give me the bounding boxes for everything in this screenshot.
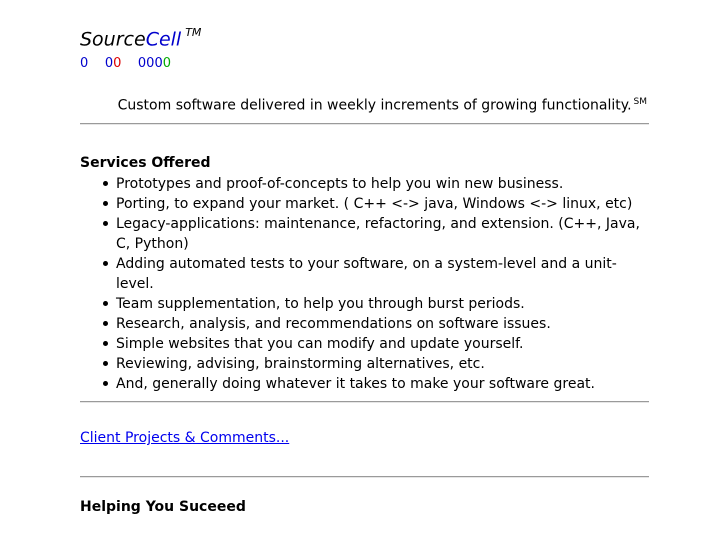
services-list xyxy=(80,174,649,394)
list-item: Adding automated tests to your software, on a system-level and a unit-level. xyxy=(116,254,649,294)
digit-group-3-blue: 000 xyxy=(137,56,163,71)
list-item: Prototypes and proof-of-concepts to help you win new business. xyxy=(116,174,649,194)
list-item: Legacy-applications: maintenance, refactoring, and extension. (C++, Java, C, Python) xyxy=(116,214,649,254)
divider-middle xyxy=(80,401,649,403)
digit-group-3-green: 0 xyxy=(162,56,172,71)
logo-cell-text: Cell xyxy=(145,28,182,51)
digit-group-2-blue: 0 xyxy=(104,56,114,71)
helping-heading: Helping You Suceeed xyxy=(80,499,246,515)
digit-group-1: 0 xyxy=(80,56,89,71)
logo-source-text: Source xyxy=(80,28,146,51)
services-heading: Services Offered xyxy=(80,155,211,171)
divider-lower xyxy=(80,476,649,478)
digit-group-2-red: 0 xyxy=(113,56,122,71)
logo-digits xyxy=(80,56,171,71)
list-item: Porting, to expand your market. ( C++ <-> java, Windows <-> linux, etc) xyxy=(116,194,649,214)
list-item: And, generally doing whatever it takes to make your software great. xyxy=(116,374,649,394)
tagline-text: Custom software delivered in weekly increments of growing functionality. xyxy=(117,97,632,114)
trademark-mark: TM xyxy=(185,26,202,39)
list-item: Simple websites that you can modify and update yourself. xyxy=(116,334,649,354)
divider-top xyxy=(80,123,649,125)
list-item: Research, analysis, and recommendations on software issues. xyxy=(116,314,649,334)
list-item: Reviewing, advising, brainstorming alternatives, etc. xyxy=(116,354,649,374)
client-projects-link[interactable]: Client Projects & Comments... xyxy=(80,430,290,446)
service-mark: SM xyxy=(633,97,647,107)
tagline xyxy=(118,97,647,114)
logo xyxy=(80,28,201,50)
list-item: Team supplementation, to help you through burst periods. xyxy=(116,294,649,314)
